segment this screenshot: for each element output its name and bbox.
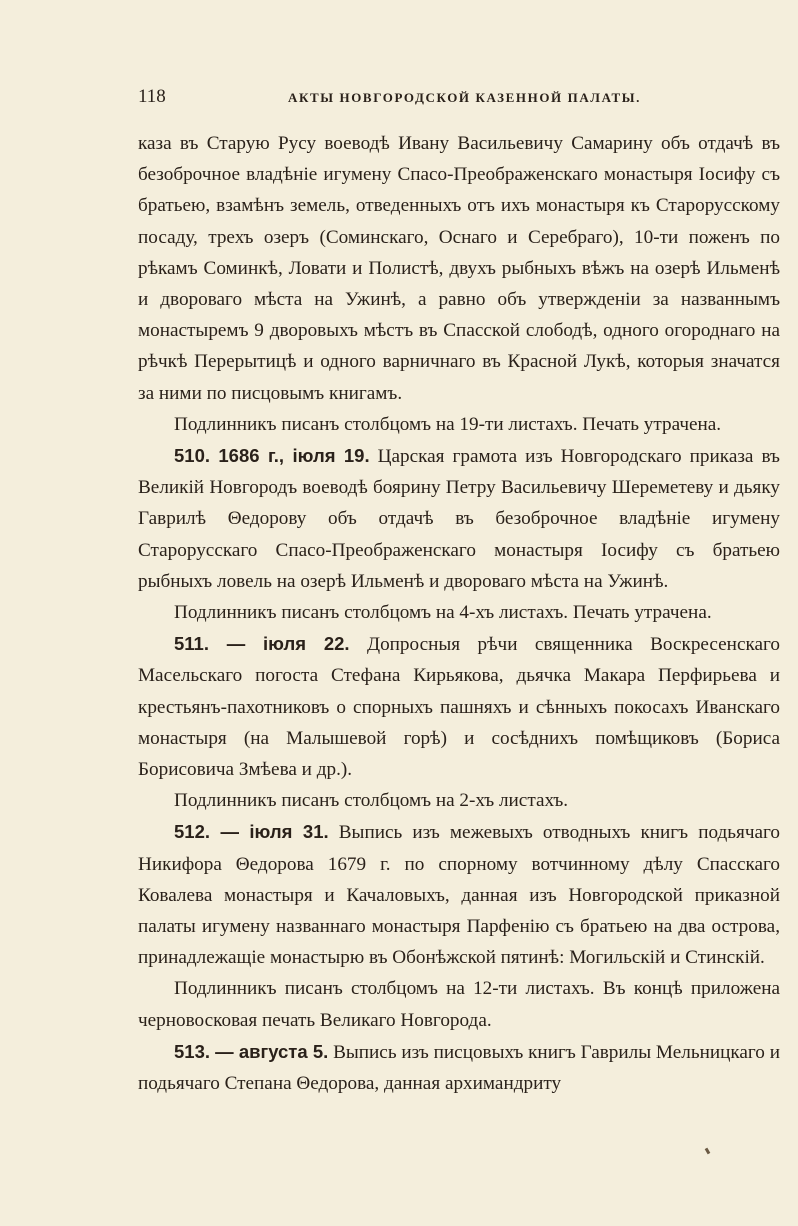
continuation-note: Подлинникъ писанъ столбцомъ на 19-ти листахъ. Печать утрачена.	[174, 413, 722, 435]
body-text	[138, 128, 780, 1099]
entry-511-head: 511. — іюля 22.	[174, 633, 350, 655]
entry-511	[138, 628, 780, 785]
continuation-paragraph: каза въ Старую Русу воеводѣ Ивану Васильевичу Самарину объ отдачѣ въ безоброчное владѣніе игумену Спасо-Преображенскаго монастыря Іосифу съ братьею, взамѣнъ земель, отведенныхъ отъ ихъ монастыря къ Старорусскому посаду, трехъ озеръ (Соминскаго, Оснаго и Серебраго), 10-ти поженъ по рѣкамъ Соминкѣ, Ловати и Полистѣ, двухъ рыбныхъ вѣжъ на озерѣ Ильменѣ и двороваго мѣста на Ужинѣ, а равно объ утвержденіи за названнымъ монастыремъ 9 дворовыхъ мѣстъ въ Спасской слободѣ, одного огороднаго на рѣчкѣ Перерытицѣ и одного варничнаго въ Красной Лукѣ, которыя значатся за ними по писцовымъ книгамъ.	[138, 133, 780, 404]
entry-510-text: Царская грамота изъ Новгородскаго приказа въ Великій Новгородъ воеводѣ боярину Петру Васильевичу Шереметеву и дьяку Гаврилѣ Θедорову объ отдачѣ въ безоброчное владѣніе игумену Старорусскаго Спасо-Преображенскаго монастыря Іосифу съ братьею рыбныхъ ловель на озерѣ Ильменѣ и двороваго мѣста на Ужинѣ.	[138, 446, 780, 592]
ink-mark	[705, 1148, 711, 1155]
entry-513-head: 513. — августа 5.	[174, 1040, 329, 1062]
entry-512-text: Выпись изъ межевыхъ отводныхъ книгъ подьячаго Никифора Θедорова 1679 г. по спорному вотчинному дѣлу Спасскаго Ковалева монастыря и Качаловыхъ, данная изъ Новгородской приказной палаты игумену названнаго монастыря Парфенію съ братьею на два острова, принадлежащіе монастырю въ Обонѣжской пятинѣ: Могильскій и Стинскій.	[138, 822, 781, 969]
entry-511-note: Подлинникъ писанъ столбцомъ на 2-хъ листахъ.	[174, 790, 569, 812]
entry-510-head: 510. 1686 г., іюля 19.	[174, 445, 370, 467]
entry-510	[138, 440, 780, 597]
page-header	[138, 86, 778, 114]
entry-512-note: Подлинникъ писанъ столбцомъ на 12-ти листахъ. Въ концѣ приложена черновосковая печать Великаго Новгорода.	[138, 978, 780, 1031]
entry-511-text: Допросныя рѣчи священника Воскресенскаго Масельскаго погоста Стефана Кирьякова, дьячка Макара Перфирьева и крестьянъ-пахотниковъ о спорныхъ пашняхъ и сѣнныхъ покосахъ Иванскаго монастыря (на Малышевой горѣ) и сосѣднихъ помѣщиковъ (Бориса Борисовича Змѣева и др.).	[138, 634, 780, 781]
entry-513	[138, 1036, 780, 1099]
page-number: 118	[138, 86, 166, 107]
running-title: АКТЫ НОВГОРОДСКОЙ КАЗЕННОЙ ПАЛАТЫ.	[288, 90, 641, 105]
entry-513-text: Выпись изъ писцовыхъ книгъ Гаврилы Мельницкаго и подьячаго Степана Θедорова, данная архимандриту	[138, 1041, 780, 1095]
entry-510-note: Подлинникъ писанъ столбцомъ на 4-хъ листахъ. Печать утрачена.	[174, 602, 712, 624]
entry-512-head: 512. — іюля 31.	[174, 821, 329, 843]
entry-512	[138, 816, 780, 973]
